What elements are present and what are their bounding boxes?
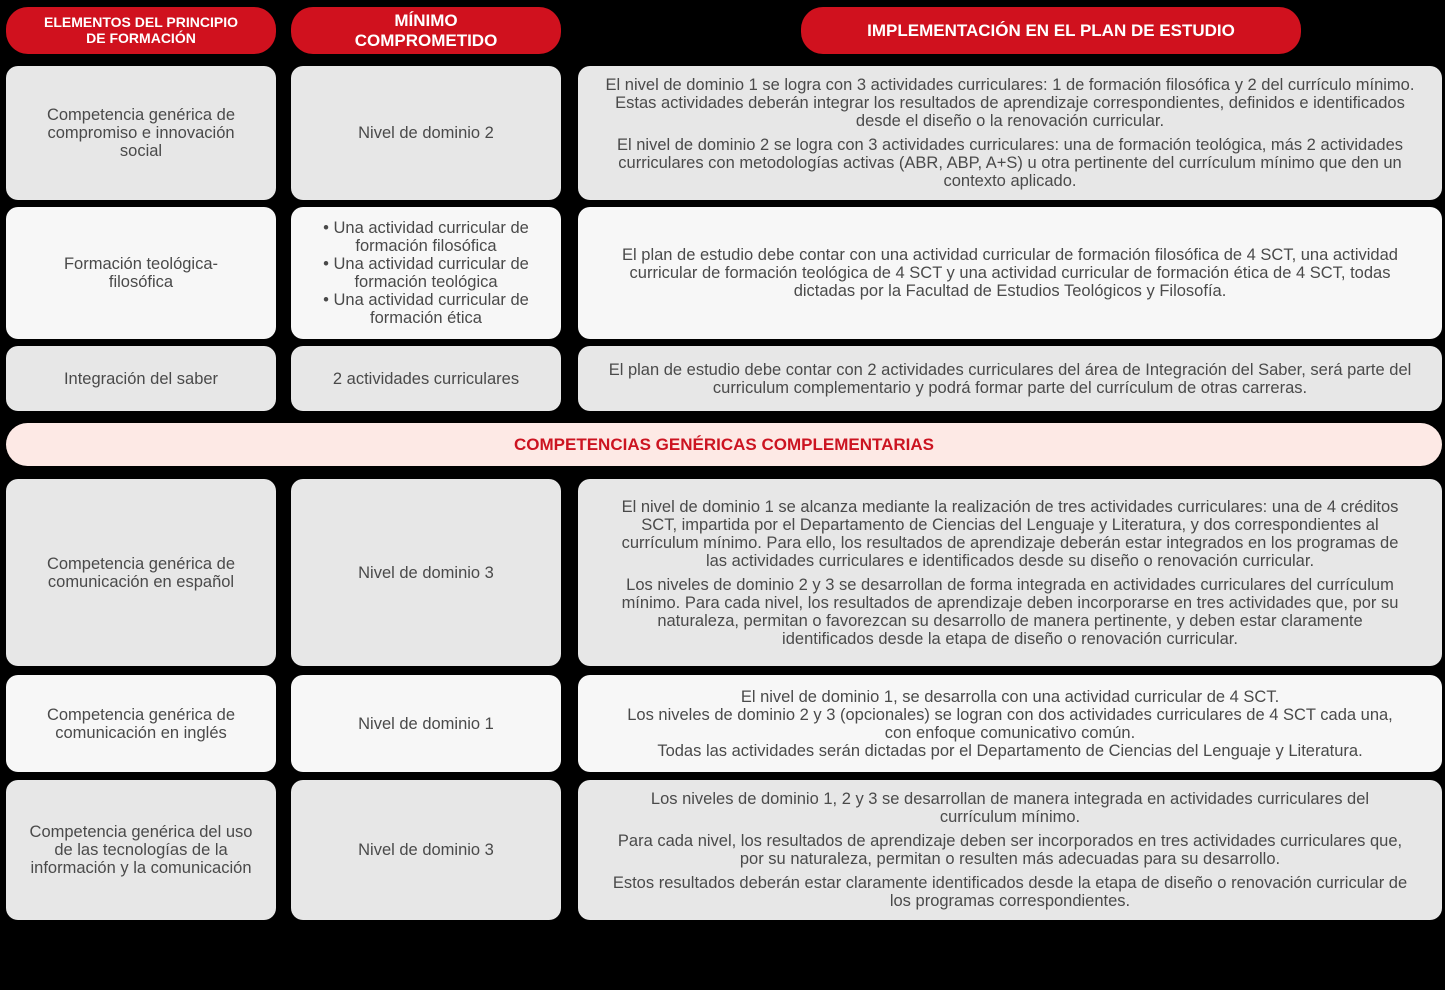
row6-implementation bbox=[578, 780, 1442, 920]
row3-minimum bbox=[291, 346, 561, 411]
list-item: • Una actividad curricular de formación ética bbox=[307, 291, 545, 327]
row5-impl-p3: Todas las actividades serán dictadas por el Departamento de Ciencias del Lenguaje y Literatura. bbox=[657, 741, 1363, 760]
row2-element-text: Formación teológica-filosófica bbox=[63, 255, 219, 291]
row4-implementation bbox=[578, 479, 1442, 666]
row4-impl-p1: El nivel de dominio 1 se alcanza mediante la realización de tres actividades curriculares: una de 4 créditos SCT, impartida por el Departamento de Ciencias del Lenguaje y Literatura, y dos correspondientes al currículum mínimo. Para ello, los resultados de aprendizaje deberán estar integrados en los programas de las actividades curriculares e identificados desde su diseño o renovación curricular. bbox=[621, 497, 1399, 570]
row3-impl-p1: El plan de estudio debe contar con 2 actividades curriculares del área de Integración del Saber, será parte del curriculum complementario y podrá formar parte del currículum de otras carreras. bbox=[608, 360, 1412, 397]
row3-implementation bbox=[578, 346, 1442, 411]
row5-element-text: Competencia genérica de comunicación en inglés bbox=[46, 705, 236, 742]
row4-minimum-text: Nivel de dominio 3 bbox=[358, 563, 494, 582]
row6-impl-p1: Los niveles de dominio 1, 2 y 3 se desarrollan de manera integrada en actividades curriculares del currículum mínimo. bbox=[650, 790, 1370, 826]
row2-implementation bbox=[578, 207, 1442, 339]
list-item: • Una actividad curricular de formación teológica bbox=[307, 255, 545, 291]
row6-element-text: Competencia genérica del uso de las tecnologías de la información y la comunicación bbox=[29, 823, 253, 877]
row6-element bbox=[6, 780, 276, 920]
row6-impl-p3: Estos resultados deberán estar claramente identificados desde la etapa de diseño o renovación curricular de los programas correspondientes. bbox=[612, 874, 1408, 910]
row1-minimum bbox=[291, 66, 561, 200]
row2-minimum-list bbox=[307, 219, 545, 327]
list-item: • Una actividad curricular de formación filosófica bbox=[307, 219, 545, 255]
row6-minimum-text: Nivel de dominio 3 bbox=[358, 841, 494, 859]
section-band-complementarias: COMPETENCIAS GENÉRICAS COMPLEMENTARIAS bbox=[6, 423, 1442, 466]
row6-minimum bbox=[291, 780, 561, 920]
row5-minimum bbox=[291, 675, 561, 772]
row1-implementation bbox=[578, 66, 1442, 200]
row5-implementation bbox=[578, 675, 1442, 772]
header-minimo: MÍNIMO COMPROMETIDO bbox=[291, 7, 561, 54]
row1-element-text: Competencia genérica de compromiso e innovación social bbox=[46, 106, 236, 160]
row1-minimum-text: Nivel de dominio 2 bbox=[358, 124, 494, 142]
row5-minimum-text: Nivel de dominio 1 bbox=[358, 714, 494, 733]
header-elementos: ELEMENTOS DEL PRINCIPIO DE FORMACIÓN bbox=[6, 7, 276, 54]
row3-minimum-text: 2 actividades curriculares bbox=[332, 369, 520, 388]
row4-element-text: Competencia genérica de comunicación en español bbox=[46, 554, 236, 591]
row4-element bbox=[6, 479, 276, 666]
row5-element bbox=[6, 675, 276, 772]
row2-minimum bbox=[291, 207, 561, 339]
header-implementacion: IMPLEMENTACIÓN EN EL PLAN DE ESTUDIO bbox=[801, 7, 1301, 54]
row1-impl-p2: El nivel de dominio 2 se logra con 3 actividades curriculares: una de formación teológica, más 2 actividades curriculares con metodologías activas (ABR, ABP, A+S) u otra pertinente del currículum mínimo que den un contexto aplicado. bbox=[616, 136, 1403, 190]
row2-element bbox=[6, 207, 276, 339]
row5-impl-p1: El nivel de dominio 1, se desarrolla con una actividad curricular de 4 SCT. bbox=[740, 687, 1280, 706]
row6-impl-p2: Para cada nivel, los resultados de aprendizaje deben ser incorporados en tres actividades curriculares que, por su naturaleza, permitan o resulten más adecuadas para su desarrollo. bbox=[617, 832, 1403, 868]
row3-element-text: Integración del saber bbox=[63, 369, 219, 388]
row2-impl-p1: El plan de estudio debe contar con una actividad curricular de formación filosófica de 4 SCT, una actividad curricular de formación teológica de 4 SCT y una actividad curricular de formación ética de 4 SCT, todas dictadas por la Facultad de Estudios Teológicos y Filosofía. bbox=[622, 246, 1398, 300]
row1-element bbox=[6, 66, 276, 200]
row1-impl-p1: El nivel de dominio 1 se logra con 3 actividades curriculares: 1 de formación filosófica y 2 del currículo mínimo. Estas actividades deberán integrar los resultados de aprendizaje correspondientes, definidos e identificados desde el diseño o la renovación curricular. bbox=[605, 76, 1415, 130]
row4-minimum bbox=[291, 479, 561, 666]
row3-element bbox=[6, 346, 276, 411]
row5-impl-p2: Los niveles de dominio 2 y 3 (opcionales) se logran con dos actividades curriculares de 4 SCT cada una, con enfoque comunicativo común. bbox=[627, 705, 1393, 742]
row4-impl-p2: Los niveles de dominio 2 y 3 se desarrollan de forma integrada en actividades curriculares del currículum mínimo. Para cada nivel, los resultados de aprendizaje deben incorporarse en tres actividades que, por su naturaleza, permitan o favorezcan su desarrollo de manera pertinente, y deben estar claramente identificados desde la etapa de diseño o renovación curricular. bbox=[621, 575, 1399, 648]
